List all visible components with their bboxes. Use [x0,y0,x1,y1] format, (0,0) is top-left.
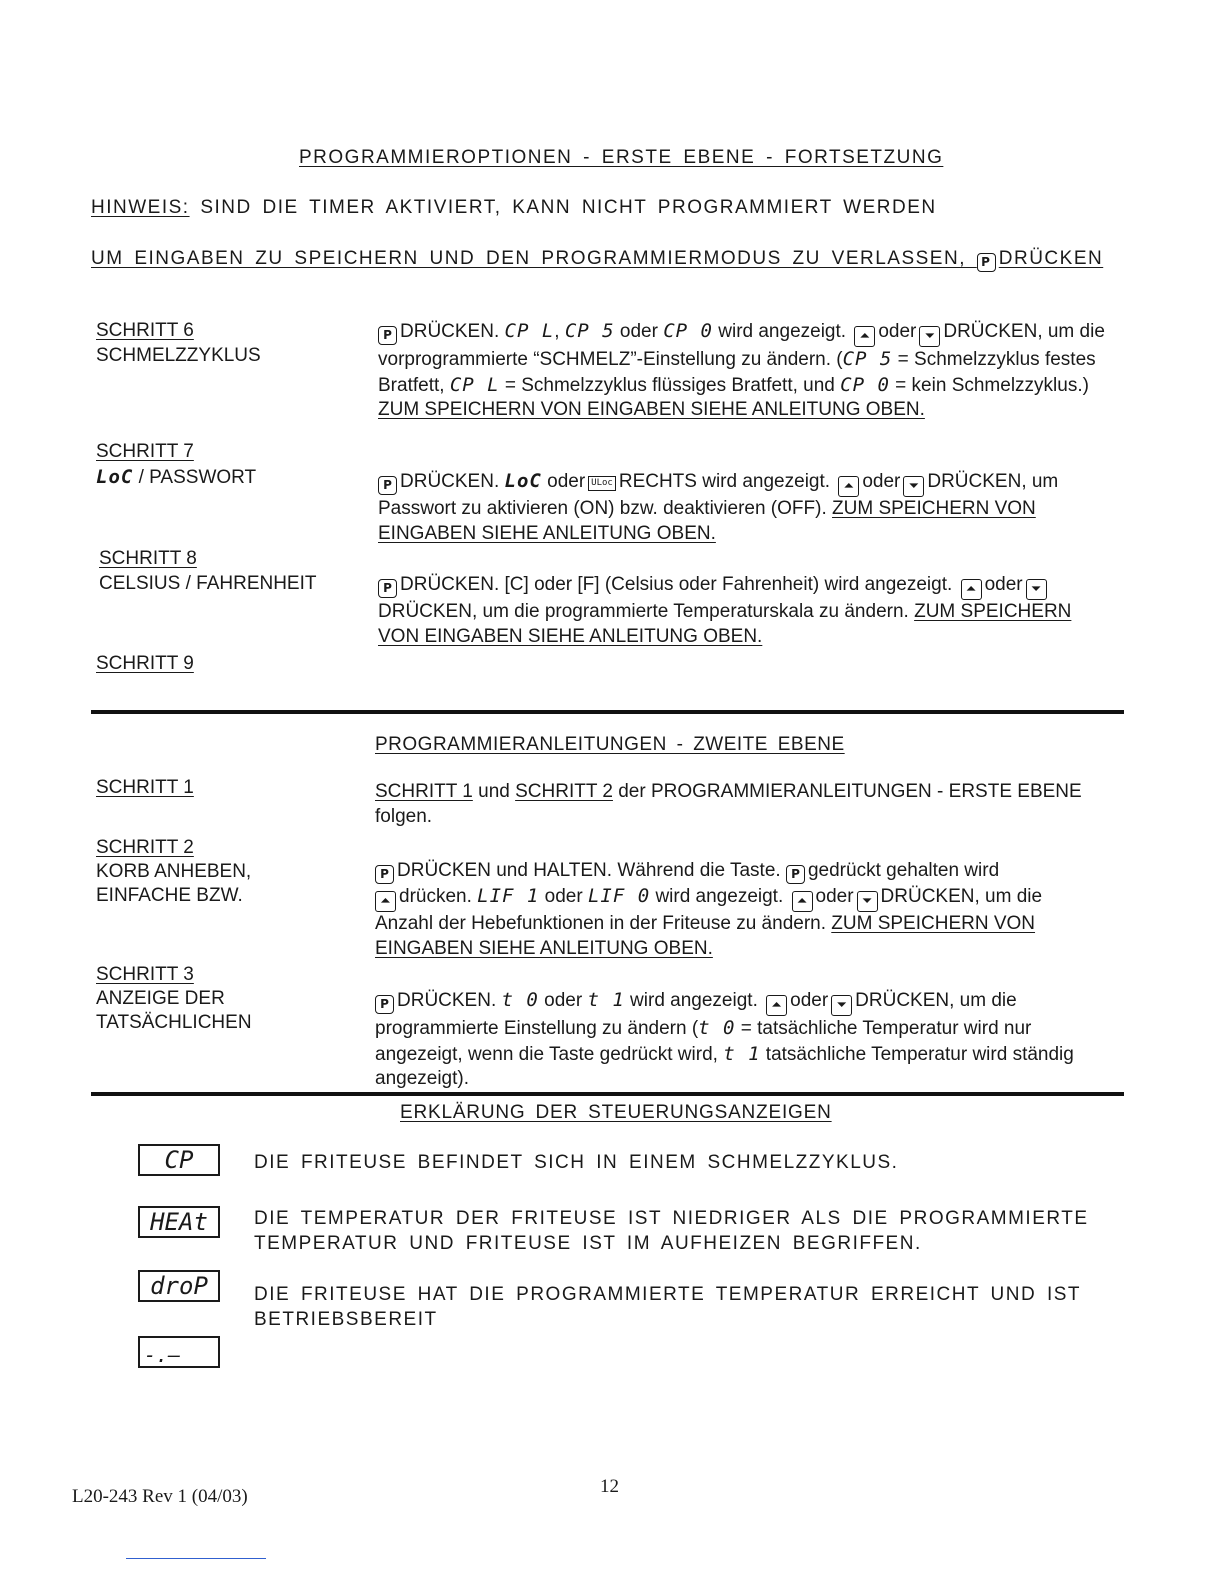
display-code: LIF 1 [477,885,540,907]
up-key-icon: ⏶ [766,995,787,1016]
display-code: CP L [504,320,555,342]
p-key-icon: P [977,253,996,272]
l2-step2-label: SCHRITT 2 KORB ANHEBEN, EINFACHE BZW. [96,837,252,906]
up-key-icon: ⏶ [375,891,396,912]
save-instruction [91,248,1103,272]
second-level-title: PROGRAMMIERANLEITUNGEN - ZWEITE EBENE [375,734,845,755]
p-key-icon: P [378,476,397,495]
up-key-icon: ⏶ [854,326,875,347]
down-key-icon: ⏷ [831,995,852,1016]
step-title: SCHRITT 7 [96,441,194,462]
note-label: HINWEIS: [91,197,190,218]
l2-step3-label: SCHRITT 3 ANZEIGE DER TATSÄCHLICHEN [96,964,252,1033]
legend-item-cp: DIE FRITEUSE BEFINDET SICH IN EINEM SCHMELZZYKLUS. [254,1152,899,1173]
step7-desc: P DRÜCKEN. LoC oder ULoc RECHTS wird angezeigt. ⏶ oder ⏷ DRÜCKEN, um Passwort zu aktivieren (ON) bzw. deaktivieren (OFF). ZUM SPEICHERN VON EINGABEN SIEHE ANLEITUNG OBEN. [378,470,1059,544]
step7-label [96,440,256,490]
up-key-icon: ⏶ [838,476,859,497]
step-name: SCHMELZZYKLUS [96,344,261,366]
step-name: / PASSWORT [138,466,257,488]
display-code: t 1 [723,1042,761,1065]
display-drop-icon: droP [138,1270,220,1302]
display-code: CP L [449,373,500,396]
p-key-icon: P [378,579,397,598]
display-heat-icon: HEAt [138,1206,220,1238]
page-number: 12 [600,1476,619,1497]
page-title: PROGRAMMIEROPTIONEN - ERSTE EBENE - FORTSETZUNG [299,147,944,168]
save-line-text: UM EINGABEN ZU SPEICHERN UND DEN PROGRAMMIERMODUS ZU VERLASSEN, [91,248,966,269]
step-name: CELSIUS / FAHRENHEIT [99,572,317,594]
p-key-icon: P [786,865,805,884]
legend-item-drop: DIE FRITEUSE HAT DIE PROGRAMMIERTE TEMPERATUR ERREICHT UND IST BETRIEBSBEREIT [254,1284,1082,1330]
legend-title: ERKLÄRUNG DER STEUERUNGSANZEIGEN [400,1102,832,1123]
p-key-icon: P [375,995,394,1014]
step-title: SCHRITT 6 [96,320,194,341]
display-code: t 1 [587,989,625,1011]
step6-label [96,319,261,368]
p-key-icon: P [375,865,394,884]
down-key-icon: ⏷ [919,326,940,347]
save-press-text: DRÜCKEN [998,248,1104,269]
display-code: LIF 0 [587,885,651,907]
note-text: SIND DIE TIMER AKTIVIERT, KANN NICHT PROGRAMMIERT WERDEN [200,197,937,218]
display-code: CP 0 [663,320,713,342]
up-key-icon: ⏶ [961,579,982,600]
l2-step1-title: SCHRITT 1 [96,777,194,798]
footer-link-line [126,1558,266,1559]
legend-item-heat: DIE TEMPERATUR DER FRITEUSE IST NIEDRIGER ALS DIE PROGRAMMIERTE TEMPERATUR UND FRITEUSE IST IM AUFHEIZEN BEGRIFFEN. [254,1208,1089,1254]
display-code: LoC [504,470,542,492]
save-reference: ZUM SPEICHERN VON EINGABEN SIEHE ANLEITUNG OBEN. [378,399,925,420]
step6-desc: P DRÜCKEN. CP L, CP 5 oder CP 0 wird angezeigt. ⏶ oder ⏷ DRÜCKEN, um die vorprogrammierte “SCHMELZ”-Einstellung zu ändern. (CP 5 = Schmelzzyklus festes Bratfett, CP L = Schmelzzyklus flüssiges Bratfett, und CP 0 = kein Schmelzzyklus.) ZUM SPEICHERN VON EINGABEN SIEHE ANLEITUNG OBEN. [378,319,1123,423]
display-code: CP 5 [564,320,615,342]
step8-label [99,547,317,596]
step-title: SCHRITT 8 [99,548,197,569]
display-code: CP 0 [840,373,890,396]
display-idle-icon: -.— [138,1336,220,1368]
uloc-icon: ULoc [588,476,616,491]
display-code: LoC [96,465,134,488]
p-key-icon: P [378,326,397,345]
section-divider [91,710,1124,714]
display-code: CP 5 [842,348,893,370]
down-key-icon: ⏷ [903,476,924,497]
section-divider [91,1092,1124,1096]
doc-id: L20-243 Rev 1 (04/03) [72,1486,248,1507]
down-key-icon: ⏷ [1026,579,1047,600]
display-code: t 0 [698,1017,736,1039]
down-key-icon: ⏷ [857,891,878,912]
step9-title: SCHRITT 9 [96,653,194,674]
display-cp-icon: CP [138,1144,220,1176]
up-key-icon: ⏶ [792,891,813,912]
note-line [91,197,937,219]
l2-step3-desc: P DRÜCKEN. t 0 oder t 1 wird angezeigt. ⏶ oder ⏷ DRÜCKEN, um die programmierte Einstellung zu ändern (t 0 = tatsächliche Temperatur wird nur angezeigt, wenn die Taste gedrückt wird, t 1 tatsächliche Temperatur wird ständig angezeigt). [375,989,1074,1089]
display-code: t 0 [501,989,539,1011]
l2-step2-desc: P DRÜCKEN und HALTEN. Während die Taste. P gedrückt gehalten wird ⏶ drücken. LIF 1 oder LIF 0 wird angezeigt. ⏶ oder ⏷ DRÜCKEN, um die Anzahl der Hebefunktionen in der Friteuse zu ändern. ZUM SPEICHERN VON EINGABEN SIEHE ANLEITUNG OBEN. [375,860,1043,959]
l2-step1-desc: SCHRITT 1 und SCHRITT 2 der PROGRAMMIERANLEITUNGEN - ERSTE EBENE folgen. [375,781,1082,827]
step8-desc: P DRÜCKEN. [C] oder [F] (Celsius oder Fahrenheit) wird angezeigt. ⏶ oder ⏷ DRÜCKEN, um die programmierte Temperaturskala zu ändern. ZUM SPEICHERN VON EINGABEN SIEHE ANLEITUNG OBEN. [378,574,1072,647]
